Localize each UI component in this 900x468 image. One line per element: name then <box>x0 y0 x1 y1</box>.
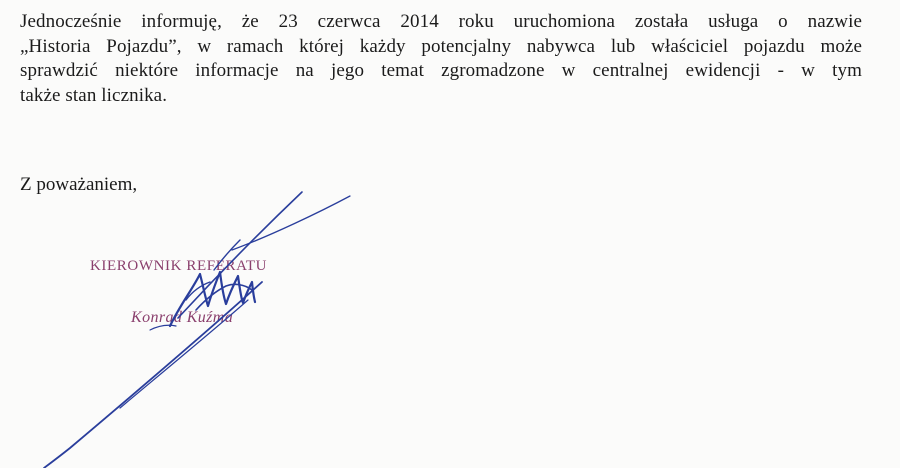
letter-closing: Z poważaniem, <box>20 174 138 195</box>
stamp-name: Konrad Kuźma <box>131 309 234 326</box>
letter-body-line: także stan licznika. <box>20 84 168 106</box>
stamp-title: KIEROWNIK REFERATU <box>90 258 268 274</box>
letter-body-line: „Historia Pojazdu”, w ramach której każdy potencjalny nabywca lub właściciel pojazdu może <box>20 35 862 57</box>
letter-body-line: sprawdzić niektóre informacje na jego temat zgromadzone w centralnej ewidencji - w tym <box>20 60 862 81</box>
letter-body <box>20 10 862 108</box>
letter-body-line: Jednocześnie informuję, że 23 czerwca 2014 roku uruchomiona została usługa o nazwie <box>20 11 862 32</box>
